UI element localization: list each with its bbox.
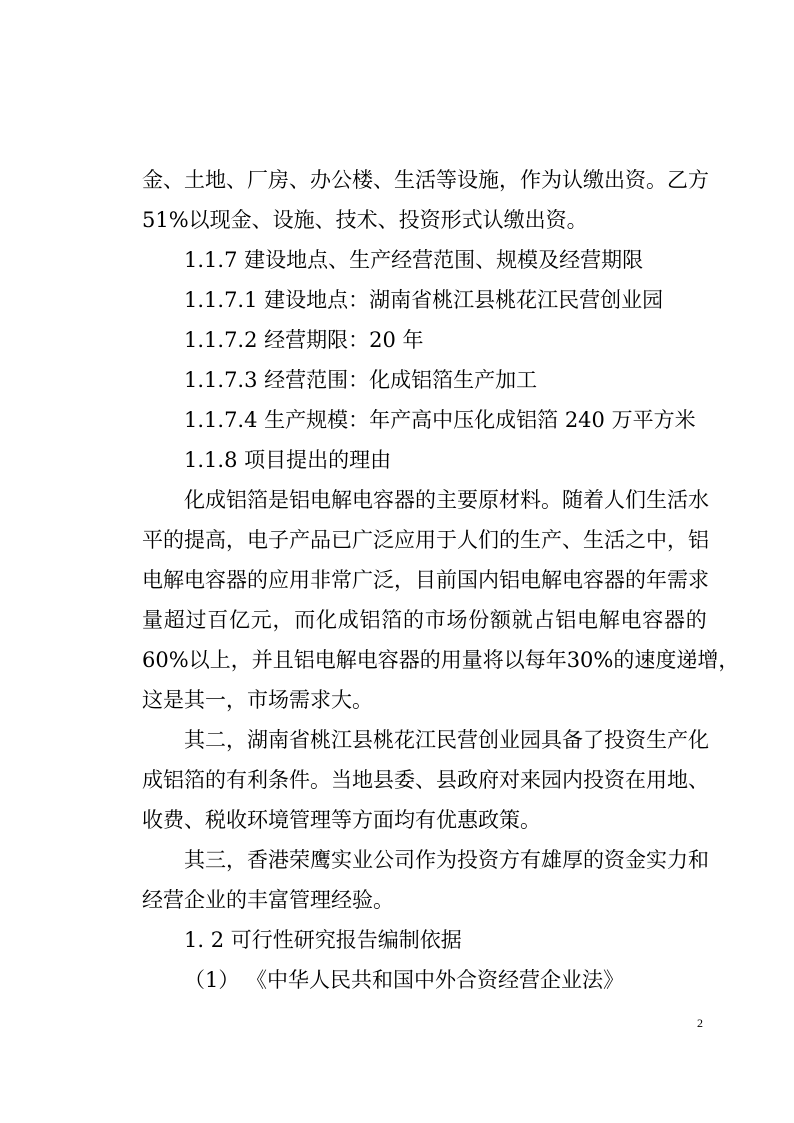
glyph: 求: [688, 568, 709, 592]
glyph: 资: [478, 848, 499, 872]
glyph: 电: [352, 488, 373, 512]
paragraph-reason-line-4: [142, 600, 707, 640]
glyph: 资: [625, 728, 646, 752]
glyph: 人: [604, 488, 625, 512]
glyph: 成: [205, 488, 226, 512]
glyph: 荣: [289, 848, 310, 872]
glyph: 的: [247, 568, 268, 592]
glyph: 目: [415, 568, 436, 592]
glyph: 用: [415, 528, 436, 552]
glyph: 高: [205, 528, 226, 552]
glyph: 解: [163, 568, 184, 592]
glyph: 力: [667, 848, 688, 872]
glyph: 铝: [688, 528, 709, 552]
section-heading-1-1-7: 1.1.7 建设地点、生产经营范围、规模及经营期限: [184, 248, 644, 272]
glyph: 30%: [566, 648, 614, 672]
glyph: 容: [583, 568, 604, 592]
glyph: 解: [541, 568, 562, 592]
glyph: 政: [457, 768, 478, 792]
glyph: 已: [331, 528, 352, 552]
glyph: ，: [667, 528, 688, 552]
glyph: 业: [352, 848, 373, 872]
glyph: 地: [352, 768, 373, 792]
glyph: 上: [209, 648, 231, 672]
body-line-1: [142, 160, 707, 200]
glyph: 生: [646, 488, 667, 512]
glyph: 用: [646, 768, 667, 792]
glyph: ，: [226, 528, 247, 552]
glyph: 就: [511, 608, 533, 632]
glyph: 箔: [381, 608, 403, 632]
glyph: 二: [205, 728, 226, 752]
glyph: ，: [718, 648, 740, 672]
glyph: 。: [646, 168, 667, 192]
glyph: 度: [655, 648, 677, 672]
glyph: 的: [163, 528, 184, 552]
glyph: 器: [394, 488, 415, 512]
glyph: 解: [331, 488, 352, 512]
glyph: 容: [205, 568, 226, 592]
glyph: 厚: [562, 848, 583, 872]
glyph: 、: [163, 168, 184, 192]
glyph: 铝: [359, 608, 381, 632]
glyph: 桃: [373, 728, 394, 752]
glyph: 容: [373, 488, 394, 512]
paragraph-reason-line-2: [142, 520, 707, 560]
glyph: 过: [185, 608, 207, 632]
glyph: 桃: [310, 728, 331, 752]
glyph: 的: [613, 648, 635, 672]
glyph: 利: [247, 768, 268, 792]
glyph: ，: [226, 728, 247, 752]
glyph: 容: [642, 608, 664, 632]
paragraph-reason-line-6: 这是其一，市场需求大。: [142, 688, 373, 712]
glyph: 子: [268, 528, 289, 552]
glyph: 园: [520, 728, 541, 752]
glyph: 容: [377, 648, 399, 672]
glyph: 办: [310, 168, 331, 192]
glyph: 国: [457, 568, 478, 592]
glyph: 司: [394, 848, 415, 872]
glyph: ，: [499, 168, 520, 192]
glyph: 额: [490, 608, 511, 632]
glyph: 水: [688, 488, 709, 512]
glyph: 作: [415, 848, 436, 872]
glyph: 认: [562, 168, 583, 192]
glyph: 要: [457, 488, 478, 512]
glyph: 超: [163, 608, 185, 632]
glyph: 铝: [289, 488, 310, 512]
glyph: 的: [205, 768, 226, 792]
glyph: ，: [230, 648, 252, 672]
glyph: 方: [688, 168, 709, 192]
paragraph-third-line-1: [184, 840, 707, 880]
glyph: 县: [373, 768, 394, 792]
glyph: 速: [634, 648, 656, 672]
glyph: 市: [424, 608, 446, 632]
glyph: 备: [562, 728, 583, 752]
glyph: 成: [142, 768, 163, 792]
glyph: ，: [226, 848, 247, 872]
glyph: 件: [289, 768, 310, 792]
glyph: 量: [461, 648, 483, 672]
paragraph-third-line-2: 经营企业的丰富管理经验。: [142, 888, 394, 912]
glyph: 内: [562, 768, 583, 792]
glyph: 来: [520, 768, 541, 792]
glyph: 园: [541, 768, 562, 792]
glyph: 湖: [247, 728, 268, 752]
glyph: 江: [331, 728, 352, 752]
glyph: 以: [503, 648, 525, 672]
glyph: 化: [316, 608, 337, 632]
paragraph-reason-line-5: [142, 640, 740, 680]
paragraph-second-line-1: [184, 720, 707, 760]
glyph: 地: [667, 768, 688, 792]
glyph: 的: [415, 488, 436, 512]
glyph: 在: [625, 768, 646, 792]
glyph: 应: [394, 528, 415, 552]
glyph: 资: [625, 168, 646, 192]
glyph: 产: [667, 728, 688, 752]
glyph: 投: [604, 728, 625, 752]
glyph: 县: [436, 768, 457, 792]
glyph: 土: [184, 168, 205, 192]
glyph: 化: [688, 728, 709, 752]
glyph: 金: [625, 848, 646, 872]
glyph: 化: [184, 488, 205, 512]
glyph: 出: [604, 168, 625, 192]
glyph: 金: [142, 168, 163, 192]
glyph: 府: [478, 768, 499, 792]
glyph: 、: [289, 168, 310, 192]
glyph: 生: [394, 168, 415, 192]
glyph: 器: [664, 608, 685, 632]
glyph: 铝: [226, 488, 247, 512]
glyph: 投: [583, 768, 604, 792]
glyph: 有: [226, 768, 247, 792]
glyph: 应: [268, 568, 289, 592]
glyph: 年: [646, 568, 667, 592]
glyph: 具: [541, 728, 562, 752]
glyph: 创: [478, 728, 499, 752]
glyph: 活: [667, 488, 688, 512]
glyph: ，: [394, 568, 415, 592]
glyph: 。: [541, 488, 562, 512]
glyph: 公: [331, 168, 352, 192]
glyph: 亿: [229, 608, 250, 632]
glyph: 占: [533, 608, 555, 632]
glyph: 铝: [293, 648, 315, 672]
glyph: 们: [625, 488, 646, 512]
glyph: 电: [520, 568, 541, 592]
glyph: 条: [268, 768, 289, 792]
glyph: 品: [310, 528, 331, 552]
glyph: 电: [577, 608, 598, 632]
glyph: 。: [310, 768, 331, 792]
glyph: 县: [352, 728, 373, 752]
glyph: 而: [294, 608, 316, 632]
glyph: 百: [207, 608, 229, 632]
glyph: 、: [373, 168, 394, 192]
glyph: 原: [478, 488, 499, 512]
glyph: 广: [352, 528, 373, 552]
glyph: 花: [394, 728, 415, 752]
glyph: 箔: [247, 488, 268, 512]
glyph: 内: [478, 568, 499, 592]
glyph: 实: [646, 848, 667, 872]
glyph: 电: [314, 648, 336, 672]
glyph: 了: [583, 728, 604, 752]
glyph: 铝: [499, 568, 520, 592]
glyph: 电: [247, 528, 268, 552]
glyph: 需: [667, 568, 688, 592]
glyph: 主: [436, 488, 457, 512]
glyph: 解: [598, 608, 620, 632]
glyph: 、: [415, 768, 436, 792]
glyph: 电: [310, 488, 331, 512]
glyph: 资: [604, 848, 625, 872]
glyph: 产: [541, 528, 562, 552]
glyph: 用: [440, 648, 462, 672]
glyph: 公: [373, 848, 394, 872]
glyph: 、: [688, 768, 709, 792]
glyph: 于: [436, 528, 457, 552]
body-line-2: 51%以现金、设施、技术、投资形式认缴出资。: [142, 208, 588, 232]
glyph: 60%: [142, 648, 189, 672]
glyph: 成: [337, 608, 359, 632]
glyph: 生: [583, 528, 604, 552]
section-heading-1-2: 1. 2 可行性研究报告编制依据: [184, 928, 462, 952]
glyph: 用: [289, 568, 310, 592]
glyph: 、: [226, 168, 247, 192]
glyph: 料: [520, 488, 541, 512]
glyph: 缴: [583, 168, 604, 192]
glyph: 泛: [373, 568, 394, 592]
glyph: 铝: [163, 768, 184, 792]
glyph: 着: [583, 488, 604, 512]
glyph: 的: [685, 608, 707, 632]
glyph: 铝: [555, 608, 577, 632]
glyph: 和: [688, 848, 709, 872]
glyph: 增: [697, 648, 719, 672]
glyph: 广: [352, 568, 373, 592]
glyph: 年: [545, 648, 567, 672]
glyph: 的: [625, 568, 646, 592]
glyph: 香: [247, 848, 268, 872]
glyph: ，: [272, 608, 294, 632]
glyph: 每: [524, 648, 546, 672]
glyph: 省: [289, 728, 310, 752]
glyph: 电: [620, 608, 642, 632]
glyph: 前: [436, 568, 457, 592]
glyph: 且: [272, 648, 294, 672]
glyph: 投: [457, 848, 478, 872]
paragraph-second-line-3: 收费、税收环境管理等方面均有优惠政策。: [142, 808, 541, 832]
glyph: 器: [604, 568, 625, 592]
glyph: 营: [457, 728, 478, 752]
glyph: 的: [419, 648, 441, 672]
glyph: 产: [289, 528, 310, 552]
glyph: 之: [625, 528, 646, 552]
glyph: 施: [478, 168, 499, 192]
glyph: 泛: [373, 528, 394, 552]
reference-item-1: （1） 《中华人民共和国中外合资经营企业法》: [184, 968, 625, 992]
glyph: 雄: [541, 848, 562, 872]
glyph: 三: [205, 848, 226, 872]
paragraph-reason-line-1: [184, 480, 707, 520]
paragraph-second-line-2: [142, 760, 707, 800]
glyph: 器: [226, 568, 247, 592]
glyph: 活: [415, 168, 436, 192]
glyph: 电: [142, 568, 163, 592]
glyph: 对: [499, 768, 520, 792]
glyph: 份: [468, 608, 490, 632]
glyph: 其: [184, 848, 205, 872]
glyph: 作: [520, 168, 541, 192]
glyph: 为: [541, 168, 562, 192]
glyph: 乙: [667, 168, 688, 192]
glyph: 当: [331, 768, 352, 792]
glyph: 平: [142, 528, 163, 552]
glyph: 为: [436, 848, 457, 872]
subsection-1-1-7-3: 1.1.7.3 经营范围：化成铝箔生产加工: [184, 368, 538, 392]
glyph: 的: [403, 608, 424, 632]
glyph: 生: [520, 528, 541, 552]
glyph: 以: [188, 648, 210, 672]
glyph: 设: [457, 168, 478, 192]
glyph: 材: [499, 488, 520, 512]
subsection-1-1-7-4: 1.1.7.4 生产规模：年产高中压化成铝箔 240 万平方米: [184, 408, 696, 432]
glyph: 电: [562, 568, 583, 592]
glyph: 箔: [184, 768, 205, 792]
subsection-1-1-7-1: 1.1.7.1 建设地点：湖南省桃江县桃花江民营创业园: [184, 288, 664, 312]
glyph: 厂: [247, 168, 268, 192]
glyph: 提: [184, 528, 205, 552]
glyph: 民: [436, 728, 457, 752]
glyph: 委: [394, 768, 415, 792]
glyph: 随: [562, 488, 583, 512]
glyph: 解: [335, 648, 357, 672]
glyph: 元: [250, 608, 272, 632]
glyph: 生: [646, 728, 667, 752]
subsection-1-1-7-2: 1.1.7.2 经营期限：20 年: [184, 328, 424, 352]
glyph: 的: [499, 528, 520, 552]
glyph: 楼: [352, 168, 373, 192]
glyph: 、: [562, 528, 583, 552]
glyph: 其: [184, 728, 205, 752]
glyph: 方: [499, 848, 520, 872]
glyph: 们: [478, 528, 499, 552]
page-number: 2: [697, 1016, 703, 1030]
glyph: 非: [310, 568, 331, 592]
glyph: 地: [205, 168, 226, 192]
glyph: 常: [331, 568, 352, 592]
glyph: 南: [268, 728, 289, 752]
glyph: 活: [604, 528, 625, 552]
glyph: 电: [184, 568, 205, 592]
glyph: 的: [583, 848, 604, 872]
glyph: 等: [436, 168, 457, 192]
glyph: 江: [415, 728, 436, 752]
glyph: 场: [446, 608, 468, 632]
glyph: 量: [142, 608, 163, 632]
section-heading-1-1-8: 1.1.8 项目提出的理由: [184, 448, 392, 472]
glyph: 并: [251, 648, 273, 672]
glyph: 递: [676, 648, 698, 672]
glyph: 业: [499, 728, 520, 752]
glyph: 资: [604, 768, 625, 792]
glyph: 器: [398, 648, 420, 672]
glyph: 房: [268, 168, 289, 192]
glyph: 港: [268, 848, 289, 872]
glyph: 电: [356, 648, 378, 672]
glyph: 实: [331, 848, 352, 872]
paragraph-reason-line-3: [142, 560, 707, 600]
glyph: 是: [268, 488, 289, 512]
glyph: 鹰: [310, 848, 331, 872]
glyph: 中: [646, 528, 667, 552]
glyph: 人: [457, 528, 478, 552]
glyph: 将: [482, 648, 504, 672]
glyph: 有: [520, 848, 541, 872]
